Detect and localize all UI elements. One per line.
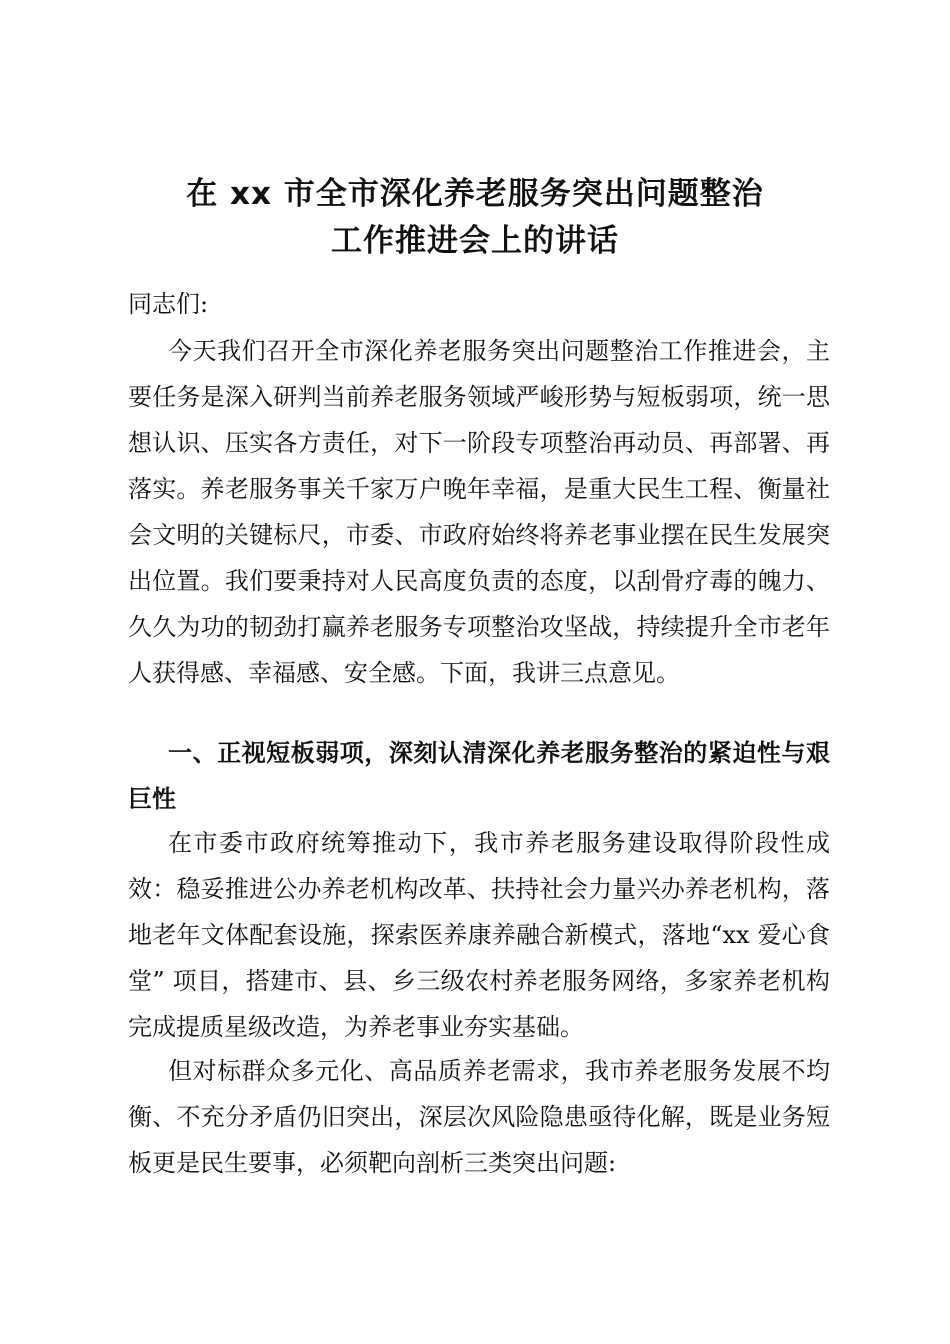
paragraph-opening: 今天我们召开全市深化养老服务突出问题整治工作推进会，主要任务是深入研判当前养老服务领域严峻形势与短板弱项，统一思想认识、压实各方责任，对下一阶段专项整治再动员、再部署、再落实。养老服务事关千家万户晚年幸福，是重大民生工程、衡量社会文明的关键标尺，市委、市政府始终将养老事业摆在民生发展突出位置。我们要秉持对人民高度负责的态度，以刮骨疗毒的魄力、久久为功的韧劲打赢养老服务专项整治攻坚战，持续提升全市老年人获得感、幸福感、安全感。下面，我讲三点意见。 xyxy=(128,337,830,687)
paragraph-achievements: 在市委市政府统筹推动下，我市养老服务建设取得阶段性成效：稳妥推进公办养老机构改革、扶持社会力量兴办养老机构，落地老年文体配套设施，探索医养康养融合新模式，落地“xx 爱心食堂” 项目，搭建市、县、乡三级农村养老服务网络，多家养老机构完成提质星级改造，为养老事业夯实基础。 xyxy=(128,829,830,1041)
document-title-line-1: 在 xx 市全市深化养老服务突出问题整治 xyxy=(186,176,764,212)
salutation: 同志们: xyxy=(128,290,209,318)
document-title-line-2: 工作推进会上的讲话 xyxy=(331,223,619,259)
paragraph-problems-intro: 但对标群众多元化、高品质养老需求，我市养老服务发展不均衡、不充分矛盾仍旧突出，深层次风险隐患亟待化解，既是业务短板更是民生要事，必须靶向剖析三类突出问题: xyxy=(128,1057,830,1177)
section-heading-1: 一、正视短板弱项，深刻认清深化养老服务整治的紧迫性与艰巨性 xyxy=(128,739,830,813)
